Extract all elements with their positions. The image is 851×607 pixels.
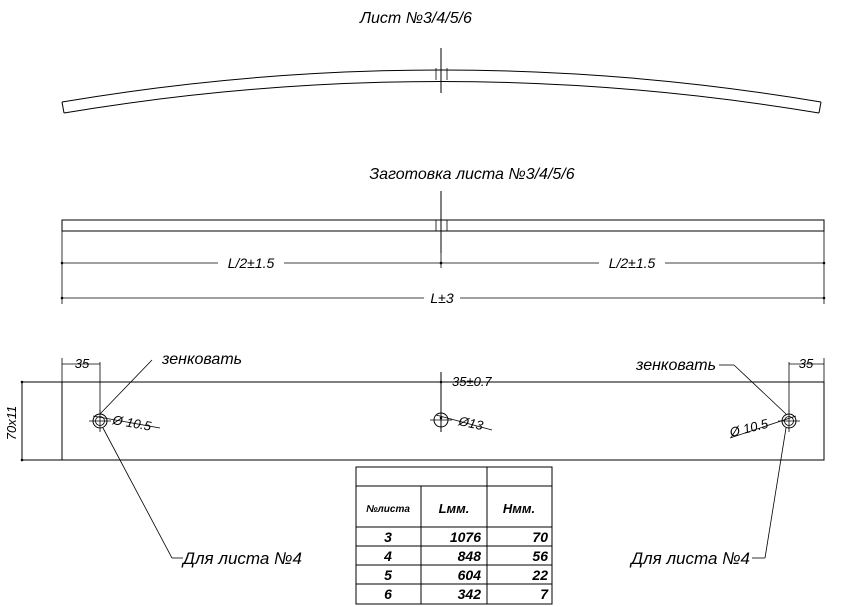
- table-cell: 70: [532, 529, 548, 545]
- for-leaf-left-label: Для листа №4: [183, 549, 302, 568]
- table-header-height: Нмм.: [502, 501, 536, 516]
- table-header-length: Lмм.: [438, 501, 470, 516]
- dimension-left-offset: [62, 356, 100, 412]
- left-offset-label: 35: [74, 356, 90, 371]
- center-offset-label: 35±0.7: [452, 374, 492, 389]
- blank-title: Заготовка листа №3/4/5/6: [369, 166, 575, 183]
- table-header-leaf: №листа: [366, 504, 410, 515]
- dimension-right-offset: [789, 356, 824, 412]
- hole-center-diameter: Ø13: [457, 413, 485, 434]
- note-for-leaf-right: [629, 428, 786, 568]
- table-cell: 848: [457, 548, 481, 564]
- half-right-label: L/2±1.5: [608, 255, 656, 271]
- hole-center: [430, 409, 492, 433]
- table-cell: 3: [384, 529, 392, 545]
- dimension-center-offset: [441, 374, 492, 418]
- section-label: 70x11: [4, 405, 19, 441]
- hole-right-diameter: Ø 10.5: [728, 415, 770, 440]
- for-leaf-right-label: Для листа №4: [631, 549, 750, 568]
- hole-left: [89, 410, 160, 434]
- dimension-total: [62, 289, 824, 306]
- note-countersink-right: [635, 357, 786, 414]
- dimension-section: [4, 382, 22, 460]
- table-cell: 5: [384, 567, 392, 583]
- hole-left-diameter: Ø 10.5: [111, 412, 153, 434]
- table-cell: 1076: [449, 529, 481, 545]
- leaf-title: Лист №3/4/5/6: [360, 10, 472, 27]
- bent-leaf: [62, 48, 821, 113]
- right-offset-label: 35: [798, 356, 814, 371]
- table-cell: 22: [532, 567, 548, 583]
- half-left-label: L/2±1.5: [227, 255, 275, 271]
- leaf-table: [356, 467, 552, 604]
- note-for-leaf-left: [103, 428, 302, 568]
- table-cell: 56: [532, 548, 548, 564]
- blank-strip: [62, 191, 824, 304]
- dimension-half-left: [62, 254, 441, 271]
- countersink-right-label: зенковать: [635, 357, 716, 374]
- hole-right: [727, 410, 800, 440]
- table-cell: 342: [457, 586, 481, 602]
- table-cell: 604: [457, 567, 481, 583]
- table-cell: 6: [384, 586, 392, 602]
- table-cell: 7: [540, 586, 548, 602]
- dimension-half-right: [441, 254, 824, 271]
- countersink-left-label: зенковать: [162, 351, 243, 368]
- plan-view: [22, 372, 824, 460]
- table-cell: 4: [384, 548, 392, 564]
- total-length-label: L±3: [430, 290, 454, 306]
